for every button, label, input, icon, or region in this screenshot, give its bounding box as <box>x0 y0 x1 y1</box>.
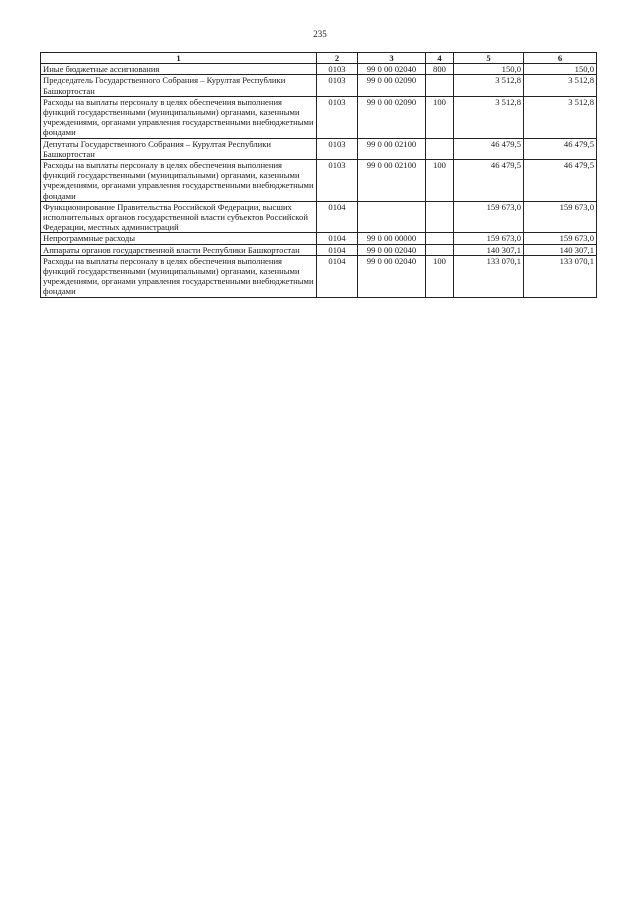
row-sum-1: 46 479,5 <box>454 160 524 202</box>
row-article: 99 0 00 00000 <box>358 233 426 244</box>
table-row <box>41 244 597 255</box>
row-type: 100 <box>426 96 454 138</box>
row-article: 99 0 00 02040 <box>358 244 426 255</box>
row-name: Расходы на выплаты персоналу в целях обеспечения выполнения функций государственными (муниципальными) органами, казенными учреждениями, органами управления государственными внебюджетными фондами <box>41 255 317 297</box>
row-sum-2: 3 512,8 <box>524 75 597 96</box>
row-name: Депутаты Государственного Собрания – Курултая Республики Башкортостан <box>41 138 317 159</box>
header-cell-2: 2 <box>317 53 358 64</box>
header-cell-4: 4 <box>426 53 454 64</box>
header-cell-3: 3 <box>358 53 426 64</box>
page-number: 235 <box>313 29 327 39</box>
row-type: 100 <box>426 160 454 202</box>
table-row <box>41 64 597 75</box>
table-row <box>41 233 597 244</box>
row-article: 99 0 00 02040 <box>358 255 426 297</box>
table-row <box>41 160 597 202</box>
row-sum-1: 133 070,1 <box>454 255 524 297</box>
table-row <box>41 75 597 96</box>
row-sum-1: 140 307,1 <box>454 244 524 255</box>
row-type: 100 <box>426 255 454 297</box>
row-sum-1: 3 512,8 <box>454 75 524 96</box>
table-row <box>41 255 597 297</box>
row-sum-1: 3 512,8 <box>454 96 524 138</box>
header-cell-5: 5 <box>454 53 524 64</box>
row-section: 0104 <box>317 233 358 244</box>
row-section: 0103 <box>317 64 358 75</box>
budget-table <box>40 52 597 298</box>
row-name: Председатель Государственного Собрания – Курултая Республики Башкортостан <box>41 75 317 96</box>
row-sum-2: 159 673,0 <box>524 201 597 233</box>
row-type <box>426 138 454 159</box>
row-article <box>358 201 426 233</box>
header-row <box>41 53 597 64</box>
row-name: Непрограммные расходы <box>41 233 317 244</box>
table-row <box>41 138 597 159</box>
row-sum-2: 133 070,1 <box>524 255 597 297</box>
row-name: Иные бюджетные ассигнования <box>41 64 317 75</box>
row-section: 0103 <box>317 96 358 138</box>
row-name: Расходы на выплаты персоналу в целях обеспечения выполнения функций государственными (муниципальными) органами, казенными учреждениями, органами управления государственными внебюджетными фондами <box>41 96 317 138</box>
row-sum-2: 46 479,5 <box>524 160 597 202</box>
row-sum-2: 140 307,1 <box>524 244 597 255</box>
row-type <box>426 75 454 96</box>
row-name: Аппараты органов государственной власти Республики Башкортостан <box>41 244 317 255</box>
table-row <box>41 96 597 138</box>
row-sum-1: 159 673,0 <box>454 201 524 233</box>
row-sum-2: 46 479,5 <box>524 138 597 159</box>
row-article: 99 0 00 02100 <box>358 138 426 159</box>
row-article: 99 0 00 02090 <box>358 96 426 138</box>
header-cell-6: 6 <box>524 53 597 64</box>
row-article: 99 0 00 02090 <box>358 75 426 96</box>
row-sum-2: 3 512,8 <box>524 96 597 138</box>
row-type <box>426 244 454 255</box>
row-name: Функционирование Правительства Российской Федерации, высших исполнительных органов государственной власти субъектов Российской Федерации, местных администраций <box>41 201 317 233</box>
header-cell-1: 1 <box>41 53 317 64</box>
row-article: 99 0 00 02040 <box>358 64 426 75</box>
row-section: 0104 <box>317 201 358 233</box>
row-section: 0104 <box>317 255 358 297</box>
row-type: 800 <box>426 64 454 75</box>
row-section: 0103 <box>317 75 358 96</box>
row-type <box>426 201 454 233</box>
row-section: 0103 <box>317 160 358 202</box>
row-sum-2: 150,0 <box>524 64 597 75</box>
row-article: 99 0 00 02100 <box>358 160 426 202</box>
row-type <box>426 233 454 244</box>
row-sum-2: 159 673,0 <box>524 233 597 244</box>
row-section: 0104 <box>317 244 358 255</box>
row-sum-1: 46 479,5 <box>454 138 524 159</box>
row-sum-1: 150,0 <box>454 64 524 75</box>
row-name: Расходы на выплаты персоналу в целях обеспечения выполнения функций государственными (муниципальными) органами, казенными учреждениями, органами управления государственными внебюджетными фондами <box>41 160 317 202</box>
table-row <box>41 201 597 233</box>
row-section: 0103 <box>317 138 358 159</box>
row-sum-1: 159 673,0 <box>454 233 524 244</box>
